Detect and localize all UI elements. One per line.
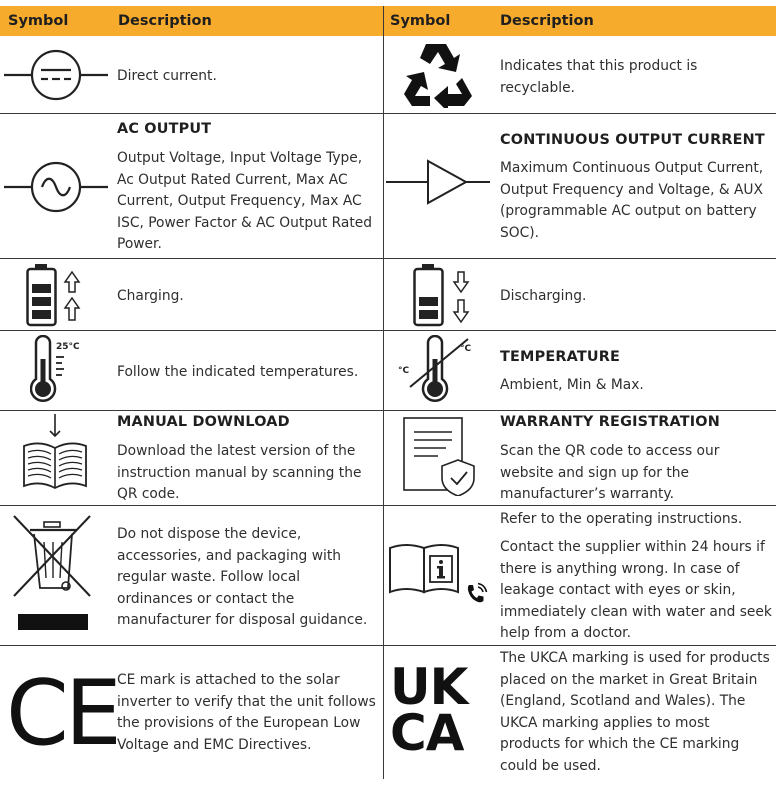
weee-bin-icon xyxy=(10,512,94,634)
warranty-document-icon xyxy=(402,416,478,496)
continuous-output-icon xyxy=(386,155,490,209)
discharging-text: Discharging. xyxy=(500,288,587,304)
charging-text: Charging. xyxy=(117,288,184,304)
instructions-text: Refer to the operating instructions. xyxy=(500,511,743,527)
row-divider xyxy=(0,645,776,646)
manual-download-text: Download the latest version of the instruction manual by scanning the QR code. xyxy=(117,443,362,503)
direct-current-text: Direct current. xyxy=(117,68,217,84)
manual-download-icon xyxy=(20,414,92,502)
ukca-text: The UKCA marking is used for products placed on the market in Great Britain (England, Scotland and Wales). The UKCA marking applies to most products for which the CE marking could be used. xyxy=(500,650,770,774)
row-divider xyxy=(0,113,776,114)
continuous-output-text: Maximum Continuous Output Current, Output Frequency and Voltage, & AUX (programmable AC output on battery SOC). xyxy=(500,160,764,241)
warranty-title: WARRANTY REGISTRATION xyxy=(500,414,720,430)
temperature-text: Ambient, Min & Max. xyxy=(500,377,644,393)
row-divider xyxy=(0,258,776,259)
manual-download-title: MANUAL DOWNLOAD xyxy=(117,414,290,430)
ac-output-icon xyxy=(4,160,108,214)
temp-max-label: °C xyxy=(460,344,472,354)
thermometer-label: 25°C xyxy=(56,342,80,352)
battery-charging-icon xyxy=(26,264,86,328)
header-symbol-left: Symbol xyxy=(8,13,69,29)
temperature-range-icon xyxy=(398,335,478,405)
contact-supplier-text: Contact the supplier within 24 hours if there is anything wrong. In case of leakage contact with eyes or skin, immediately clean with water and seek help from a doctor. xyxy=(500,539,772,642)
ce-mark-icon: CE xyxy=(6,661,118,766)
indicated-temp-text: Follow the indicated temperatures. xyxy=(117,364,359,380)
ce-text: CE mark is attached to the solar inverter to verify that the unit follows the provisions of the European Low Voltage and EMC Directives. xyxy=(117,672,376,753)
table-header xyxy=(0,6,776,36)
warranty-text: Scan the QR code to access our website and sign up for the manufacturer’s warranty. xyxy=(500,443,720,503)
temperature-title: TEMPERATURE xyxy=(500,349,621,365)
disposal-text: Do not dispose the device, accessories, and packaging with regular waste. Follow local ordinances or contact the manufacturer for disposal guidance. xyxy=(117,526,368,629)
temp-min-label: °C xyxy=(398,366,410,376)
header-description-left: Description xyxy=(118,13,212,29)
recycle-icon xyxy=(400,40,474,108)
ukca-mark-bottom: CA xyxy=(390,704,464,762)
header-symbol-right: Symbol xyxy=(390,13,451,29)
phone-icon xyxy=(464,582,488,606)
recyclable-text: Indicates that this product is recyclable. xyxy=(500,58,698,96)
ac-output-title: AC OUTPUT xyxy=(117,121,212,137)
column-divider xyxy=(383,6,384,779)
row-divider xyxy=(0,330,776,331)
battery-discharging-icon xyxy=(413,264,475,328)
header-description-right: Description xyxy=(500,13,594,29)
continuous-output-title: CONTINUOUS OUTPUT CURRENT xyxy=(500,132,765,148)
row-divider xyxy=(0,410,776,411)
ukca-mark-icon xyxy=(390,658,490,762)
ukca-mark-top: UK xyxy=(390,658,468,716)
thermometer-icon xyxy=(30,335,86,405)
direct-current-icon xyxy=(4,48,108,102)
ac-output-text: Output Voltage, Input Voltage Type, Ac Output Rated Current, Max AC Current, Output Frequency, Max AC ISC, Power Factor & AC Output Rated Power. xyxy=(117,150,373,253)
